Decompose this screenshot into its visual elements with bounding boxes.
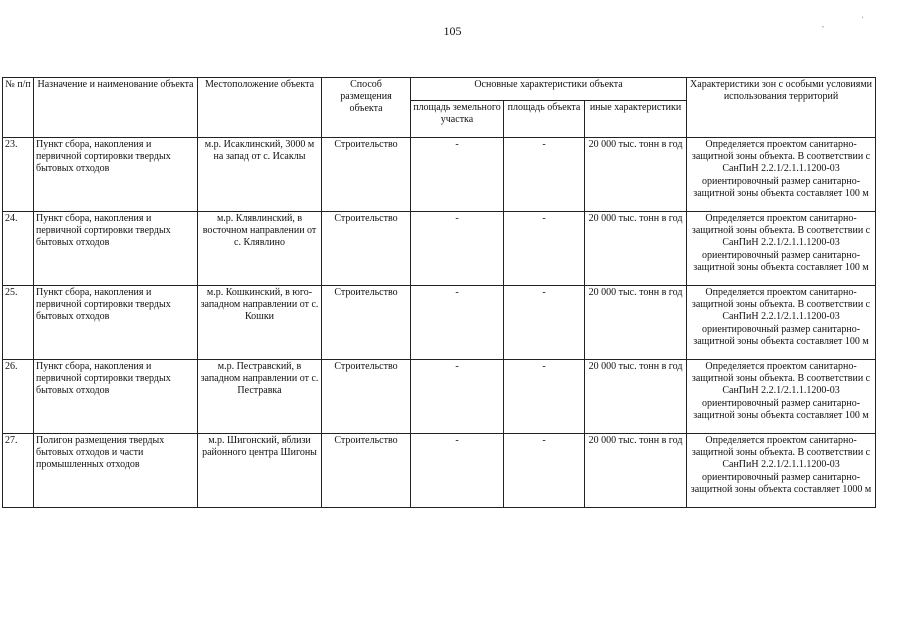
- object-area: -: [504, 434, 585, 508]
- other-characteristics: 20 000 тыс. тонн в год: [585, 138, 687, 212]
- table-row: [3, 360, 876, 434]
- header-num: № п/п: [3, 78, 34, 138]
- scan-speck: ,: [822, 20, 824, 29]
- object-location: м.р. Шигонский, вблизи районного центра Шигоны: [198, 434, 322, 508]
- zone-characteristics: Определяется проектом санитарно-защитной зоны объекта. В соответствии с СанПиН 2.2.1/2.1.1.1200-03 ориентировочный размер санитарно-защитной зоны объекта составляет 100 м: [687, 138, 876, 212]
- scan-speck: ': [862, 15, 864, 24]
- other-characteristics: 20 000 тыс. тонн в год: [585, 286, 687, 360]
- other-characteristics: 20 000 тыс. тонн в год: [585, 212, 687, 286]
- table-row: [3, 434, 876, 508]
- header-land-area: площадь земельного участка: [411, 101, 504, 138]
- placement-method: Строительство: [322, 286, 411, 360]
- land-area: -: [411, 286, 504, 360]
- placement-method: Строительство: [322, 434, 411, 508]
- row-number: 26.: [3, 360, 34, 434]
- header-object-area: площадь объекта: [504, 101, 585, 138]
- other-characteristics: 20 000 тыс. тонн в год: [585, 360, 687, 434]
- object-area: -: [504, 138, 585, 212]
- objects-table: [2, 77, 876, 508]
- header-location: Местоположение объекта: [198, 78, 322, 138]
- header-name: Назначение и наименование объекта: [34, 78, 198, 138]
- row-number: 25.: [3, 286, 34, 360]
- land-area: -: [411, 434, 504, 508]
- zone-characteristics: Определяется проектом санитарно-защитной зоны объекта. В соответствии с СанПиН 2.2.1/2.1.1.1200-03 ориентировочный размер санитарно-защитной зоны объекта составляет 1000 м: [687, 434, 876, 508]
- object-location: м.р. Пестравский, в западном направлении от с. Пестравка: [198, 360, 322, 434]
- object-name: Пункт сбора, накопления и первичной сортировки твердых бытовых отходов: [34, 286, 198, 360]
- zone-characteristics: Определяется проектом санитарно-защитной зоны объекта. В соответствии с СанПиН 2.2.1/2.1.1.1200-03 ориентировочный размер санитарно-защитной зоны объекта составляет 100 м: [687, 286, 876, 360]
- object-area: -: [504, 360, 585, 434]
- land-area: -: [411, 138, 504, 212]
- row-number: 27.: [3, 434, 34, 508]
- table-row: [3, 212, 876, 286]
- table-row: [3, 138, 876, 212]
- land-area: -: [411, 212, 504, 286]
- page-number: 105: [443, 24, 462, 38]
- object-name: Пункт сбора, накопления и первичной сортировки твердых бытовых отходов: [34, 138, 198, 212]
- placement-method: Строительство: [322, 212, 411, 286]
- table-row: [3, 286, 876, 360]
- row-number: 23.: [3, 138, 34, 212]
- header-method: Способ размещения объекта: [322, 78, 411, 138]
- row-number: 24.: [3, 212, 34, 286]
- object-name: Полигон размещения твердых бытовых отходов и части промышленных отходов: [34, 434, 198, 508]
- placement-method: Строительство: [322, 360, 411, 434]
- header-main-chars: Основные характеристики объекта: [411, 78, 687, 101]
- object-location: м.р. Клявлинский, в восточном направлении от с. Клявлино: [198, 212, 322, 286]
- header-other-chars: иные характеристики: [585, 101, 687, 138]
- other-characteristics: 20 000 тыс. тонн в год: [585, 434, 687, 508]
- object-area: -: [504, 286, 585, 360]
- object-area: -: [504, 212, 585, 286]
- zone-characteristics: Определяется проектом санитарно-защитной зоны объекта. В соответствии с СанПиН 2.2.1/2.1.1.1200-03 ориентировочный размер санитарно-защитной зоны объекта составляет 100 м: [687, 212, 876, 286]
- object-location: м.р. Кошкинский, в юго-западном направлении от с. Кошки: [198, 286, 322, 360]
- zone-characteristics: Определяется проектом санитарно-защитной зоны объекта. В соответствии с СанПиН 2.2.1/2.1.1.1200-03 ориентировочный размер санитарно-защитной зоны объекта составляет 100 м: [687, 360, 876, 434]
- header-zones: Характеристики зон с особыми условиями использования территорий: [687, 78, 876, 138]
- placement-method: Строительство: [322, 138, 411, 212]
- object-name: Пункт сбора, накопления и первичной сортировки твердых бытовых отходов: [34, 212, 198, 286]
- object-location: м.р. Исаклинский, 3000 м на запад от с. Исаклы: [198, 138, 322, 212]
- object-name: Пункт сбора, накопления и первичной сортировки твердых бытовых отходов: [34, 360, 198, 434]
- land-area: -: [411, 360, 504, 434]
